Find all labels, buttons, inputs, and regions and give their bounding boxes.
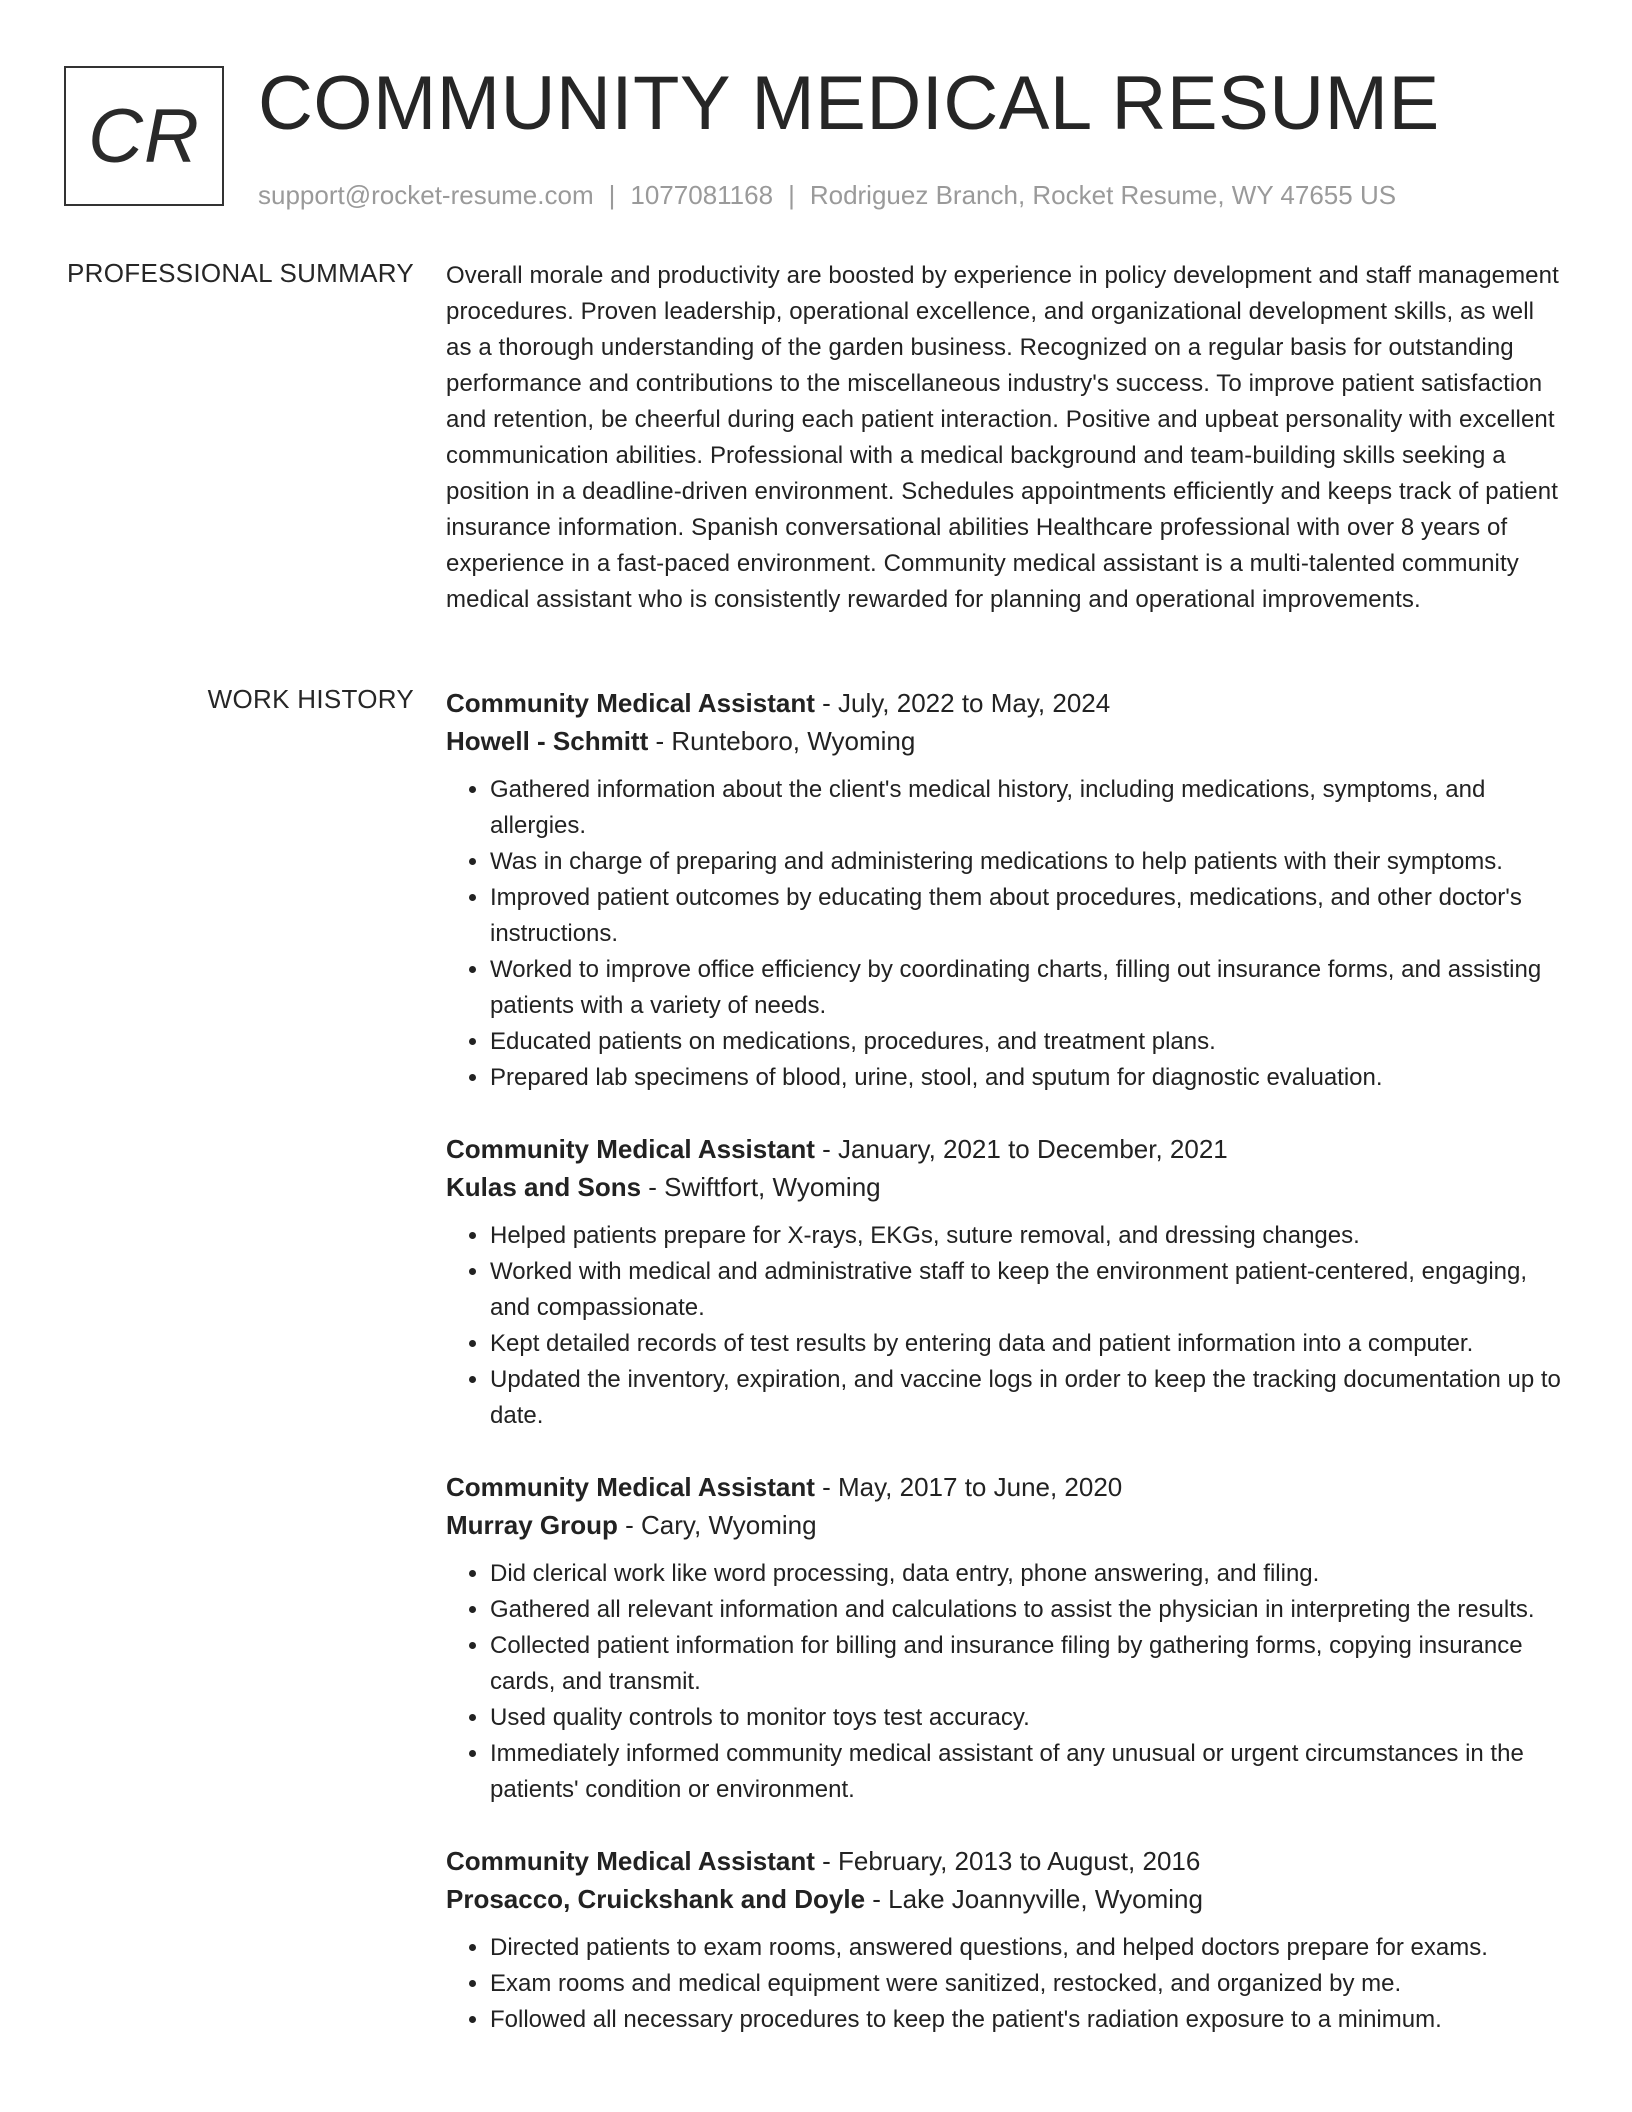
job-dates: - February, 2013 to August, 2016 <box>814 1846 1201 1876</box>
job-bullet: • Improved patient outcomes by educating them about procedures, medications, and other doctor's instructions. <box>490 880 1564 952</box>
job-company-line <box>446 1880 1564 1918</box>
resume-header <box>64 61 1564 216</box>
job-company-line <box>446 1506 1564 1544</box>
job-title: Community Medical Assistant <box>446 1134 815 1164</box>
job-bullet: • Collected patient information for billing and insurance filing by gathering forms, copying insurance cards, and transmit. <box>490 1628 1564 1700</box>
job-company: Prosacco, Cruickshank and Doyle <box>446 1884 866 1914</box>
contact-email[interactable]: support@rocket-resume.com <box>258 180 594 210</box>
job-title-line <box>446 1842 1564 1880</box>
job-title-line <box>446 1468 1564 1506</box>
job-bullet-list <box>446 1556 1564 1808</box>
job-bullet: • Worked with medical and administrative staff to keep the environment patient-centered, engaging, and compassionate. <box>490 1254 1564 1326</box>
job-bullet: • Directed patients to exam rooms, answered questions, and helped doctors prepare for exams. <box>490 1930 1564 1966</box>
contact-separator: | <box>608 180 616 210</box>
job-dates: - January, 2021 to December, 2021 <box>814 1134 1228 1164</box>
summary-text: Overall morale and productivity are boosted by experience in policy development and staff management procedures. Proven leadership, operational excellence, and organizational development skills, as well as a thorough understanding of the garden business. Recognized on a regular basis for outstanding performance and contributions to the miscellaneous industry's success. To improve patient satisfaction and retention, be cheerful during each patient interaction. Positive and upbeat personality with excellent communication abilities. Professional with a medical background and team-building skills seeking a position in a deadline-driven environment. Schedules appointments efficiently and keeps track of patient insurance information. Spanish conversational abilities Healthcare professional with over 8 years of experience in a fast-paced environment. Community medical assistant is a multi-talented community medical assistant who is consistently rewarded for planning and operational improvements. <box>446 262 1559 613</box>
job-company: Murray Group <box>446 1510 618 1540</box>
job-bullet: • Prepared lab specimens of blood, urine, stool, and sputum for diagnostic evaluation. <box>490 1060 1564 1096</box>
job-location: - Swiftfort, Wyoming <box>641 1172 881 1202</box>
section-label-professional-summary: PROFESSIONAL SUMMARY <box>67 258 414 288</box>
job-title-line <box>446 684 1564 722</box>
title-block <box>258 61 1440 211</box>
job-title: Community Medical Assistant <box>446 688 815 718</box>
job-bullet: • Immediately informed community medical assistant of any unusual or urgent circumstances in the patients' condition or environment. <box>490 1736 1564 1808</box>
job-bullet: • Worked to improve office efficiency by coordinating charts, filling out insurance forms, and assisting patients with a variety of needs. <box>490 952 1564 1024</box>
contact-line <box>258 180 1440 211</box>
job-company: Howell - Schmitt <box>446 726 649 756</box>
job-bullet: • Exam rooms and medical equipment were sanitized, restocked, and organized by me. <box>490 1966 1564 2002</box>
job-bullet: • Educated patients on medications, procedures, and treatment plans. <box>490 1024 1564 1060</box>
job-entry <box>446 1842 1564 2038</box>
section-label-work-history: WORK HISTORY <box>207 684 414 714</box>
contact-separator: | <box>788 180 795 210</box>
job-bullet: • Gathered all relevant information and calculations to assist the physician in interpreting the results. <box>490 1592 1564 1628</box>
summary-body <box>446 258 1564 618</box>
job-location: - Cary, Wyoming <box>617 1510 817 1540</box>
job-location: - Runteboro, Wyoming <box>648 726 916 756</box>
job-company: Kulas and Sons <box>446 1172 642 1202</box>
job-bullet-list <box>446 1218 1564 1434</box>
job-title-line <box>446 1130 1564 1168</box>
job-entry <box>446 684 1564 1096</box>
job-bullet: • Kept detailed records of test results by entering data and patient information into a computer. <box>490 1326 1564 1362</box>
job-bullet: • Helped patients prepare for X-rays, EKGs, suture removal, and dressing changes. <box>490 1218 1564 1254</box>
job-bullet: • Did clerical work like word processing, data entry, phone answering, and filing. <box>490 1556 1564 1592</box>
contact-phone[interactable]: 1077081168 <box>630 180 774 210</box>
job-dates: - May, 2017 to June, 2020 <box>814 1472 1123 1502</box>
contact-address: Rodriguez Branch, Rocket Resume, WY 47655 US <box>809 180 1397 210</box>
job-entry <box>446 1130 1564 1434</box>
job-bullet: • Gathered information about the client's medical history, including medications, symptoms, and allergies. <box>490 772 1564 844</box>
job-title: Community Medical Assistant <box>446 1846 815 1876</box>
job-bullet: • Used quality controls to monitor toys test accuracy. <box>490 1700 1564 1736</box>
job-location: - Lake Joannyville, Wyoming <box>865 1884 1203 1914</box>
job-bullet: • Updated the inventory, expiration, and vaccine logs in order to keep the tracking documentation up to date. <box>490 1362 1564 1434</box>
job-bullet: • Followed all necessary procedures to keep the patient's radiation exposure to a minimum. <box>490 2002 1564 2038</box>
job-entry <box>446 1468 1564 1808</box>
job-bullet-list <box>446 772 1564 1096</box>
job-company-line <box>446 1168 1564 1206</box>
job-bullet-list <box>446 1930 1564 2038</box>
job-company-line <box>446 722 1564 760</box>
monogram-logo: CR <box>64 66 224 206</box>
job-dates: - July, 2022 to May, 2024 <box>814 688 1111 718</box>
job-bullet: • Was in charge of preparing and administering medications to help patients with their symptoms. <box>490 844 1564 880</box>
job-title: Community Medical Assistant <box>446 1472 815 1502</box>
resume-title: COMMUNITY MEDICAL RESUME <box>258 61 1440 146</box>
work-history-body <box>446 684 1564 2072</box>
